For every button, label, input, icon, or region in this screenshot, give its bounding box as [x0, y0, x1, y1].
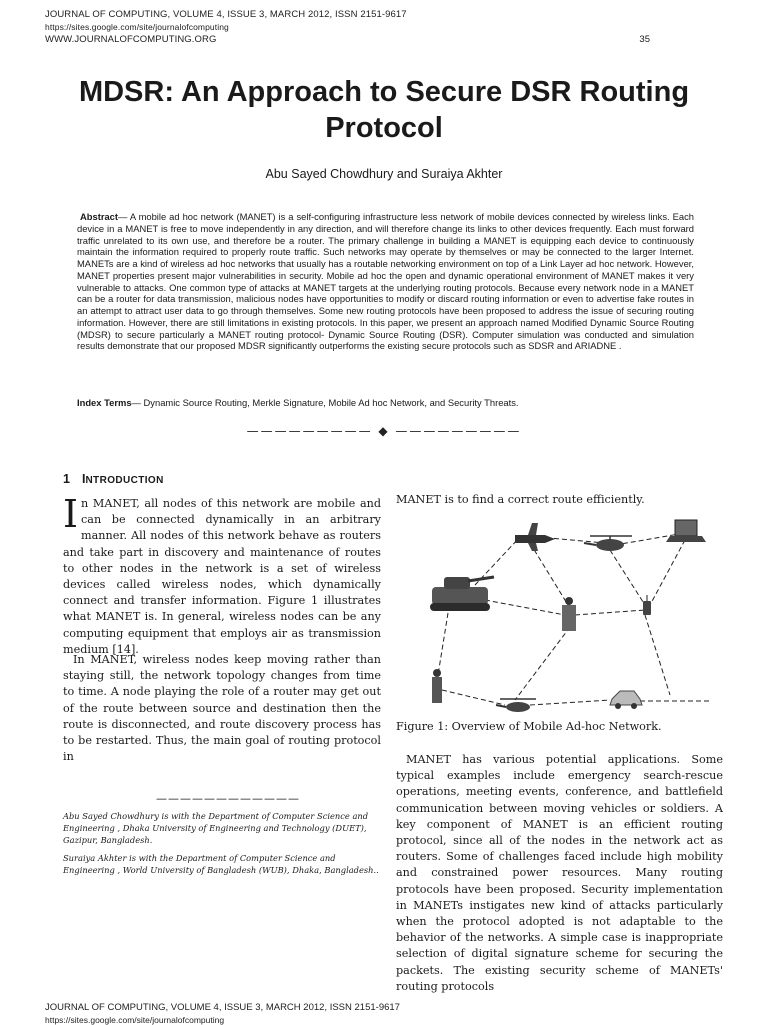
running-header-web: WWW.JOURNALOFCOMPUTING.ORG: [45, 34, 217, 45]
link-tank-soldierleft: [438, 613, 448, 675]
section-title-rest: NTRODUCTION: [85, 475, 164, 486]
abstract-text: — A mobile ad hoc network (MANET) is a self-configuring infrastructure less network of mobile devices connected by wireless links. Each device in a MANET is free to move independently in any direction, and will therefore change its links to other devices frequently. Each must forward traffic unrelated to its own use, and therefore be a router. The primary challenge in building a MANET is equipping each device to continuously maintain the information required to properly route traffic. Such networks may operate by themselves or may be connected to the larger Internet. MANETs are a kind of wireless ad hoc networks that usually has a routable networking environment on top of a Link Layer ad hoc network. However, MANET properties present major vulnerabilities in security. Mobile ad hoc the open and dynamic operational environment of MANET makes it very vulnerable to attacks. One common type of attacks at MANET targets at the underlying routing protocols. Because every network node in a MANET can be a router for data transmission, malicious nodes have opportunities to modify or discard routing information or even to advertise fake routes in an attempt to attract user data to go through themselves. Some new routing protocols have been proposed to address the issue of securing routing information. However, there are still limitations in existing protocols. In this paper, we present an approach named Modified Dynamic Source Routing (MDSR) to secure particularly a MANET routing protocol- Dynamic Source Routing (DSR). Computer simulation was conducted and simulation results demonstrate that our proposed MDSR significantly outperforms the existing secure protocols such as SDSR and ARIADNE .: [77, 211, 694, 352]
link-phone-car: [645, 615, 670, 695]
link-soldier-helibottom: [515, 627, 570, 700]
abstract-label: Abstract: [79, 211, 119, 222]
phone-icon: [643, 595, 651, 615]
footnote-rule: ————————————: [156, 792, 300, 805]
link-soldier-phone: [575, 610, 645, 615]
index-terms: [77, 397, 694, 408]
tank-icon: [430, 577, 494, 611]
footer-site: https://sites.google.com/site/journalofcomputing: [45, 1015, 225, 1025]
intro-paragraph-1: [63, 492, 381, 658]
soldier-icon: [432, 669, 442, 703]
index-terms-label: Index Terms: [77, 397, 132, 408]
intro-paragraph-1-text: n MANET, all nodes of this network are mobile and can be connected dynamically in an arbitrary manner. All nodes of this network behave as routers and take part in discovery and maintenance of routes to other nodes in the network is a set of wireless devices called wireless nodes, which dynamically connect and transfer information. Figure 1 illustrates what MANET is. In general, wireless nodes can be any computing equipment that employs air as transmission medium [14].: [63, 497, 381, 656]
section-heading: [63, 472, 164, 486]
link-jet-soldier: [530, 543, 568, 605]
manet-figure: [420, 515, 720, 725]
link-helibottom-car: [530, 700, 610, 705]
laptop-icon: [666, 520, 706, 542]
link-soldierleft-helibottom: [442, 690, 505, 705]
right-paragraph-2: MANET has various potential applications. Some typical examples include emergency search-rescue operations, meeting events, conference, and battlefield communication between moving vehicles or soldiers. A key component of MANET is an efficient routing protocol, since all of the nodes in the network act as routers. Some of challenges faced include high mobility and constrained power resources. Many routing protocols have been proposed. Security implementation in MANETs instigates new kind of attacks particularly when the protocol adopted is not adaptable to the behavior of the networks. A simple case is inappropriate selection of digital signature scheme for securing the packets. The existing security scheme of MANETs' routing protocols: [396, 753, 723, 993]
right-paragraph-1: MANET is to find a correct route efficiently.: [396, 493, 645, 506]
section-title-initial: I: [81, 472, 86, 486]
intro-paragraph-2: In MANET, wireless nodes keep moving rather than staying still, the network topology changes from time to time. A node playing the role of a router may get out of the route between source and destination then the route is disconnected, and route discovery process has to be restarted. Thus, the main goal of routing protocol in: [63, 653, 381, 764]
paper-authors: Abu Sayed Chowdhury and Suraiya Akhter: [265, 167, 503, 181]
footer-journal: JOURNAL OF COMPUTING, VOLUME 4, ISSUE 3, MARCH 2012, ISSN 2151-9617: [45, 1002, 400, 1013]
index-terms-text: — Dynamic Source Routing, Merkle Signature, Mobile Ad hoc Network, and Security Threats.: [131, 397, 519, 408]
paper-title: MDSR: An Approach to Secure DSR Routing Protocol: [78, 76, 690, 144]
abstract: [77, 211, 694, 352]
running-header-journal: JOURNAL OF COMPUTING, VOLUME 4, ISSUE 3, MARCH 2012, ISSN 2151-9617: [45, 9, 407, 20]
link-helicopter-phone: [610, 550, 645, 605]
car-icon: [610, 691, 642, 709]
drop-cap: I: [63, 492, 79, 536]
page-number: 35: [639, 34, 650, 45]
footnote-author-2: Suraiya Akhter is with the Department of Computer Science and Engineering , World University of Bangladesh (WUB), Dhaka, Bangladesh..: [63, 853, 379, 876]
figure-caption: Figure 1: Overview of Mobile Ad-hoc Network.: [396, 720, 662, 733]
helicopter-icon: [496, 699, 536, 712]
running-header-site: https://sites.google.com/site/journalofcomputing: [45, 22, 229, 32]
jet-icon: [515, 523, 555, 551]
soldier-icon: [562, 597, 576, 631]
section-number: 1: [63, 472, 70, 486]
link-laptop-phone: [650, 540, 685, 605]
section-separator: ————————— ◆ —————————: [246, 424, 522, 438]
footnote-author-1: Abu Sayed Chowdhury is with the Department of Computer Science and Engineering , Dhaka University of Engineering and Technology (DUET), Gazipur, Bangladesh.: [63, 811, 369, 846]
link-tank-soldier: [485, 600, 565, 615]
